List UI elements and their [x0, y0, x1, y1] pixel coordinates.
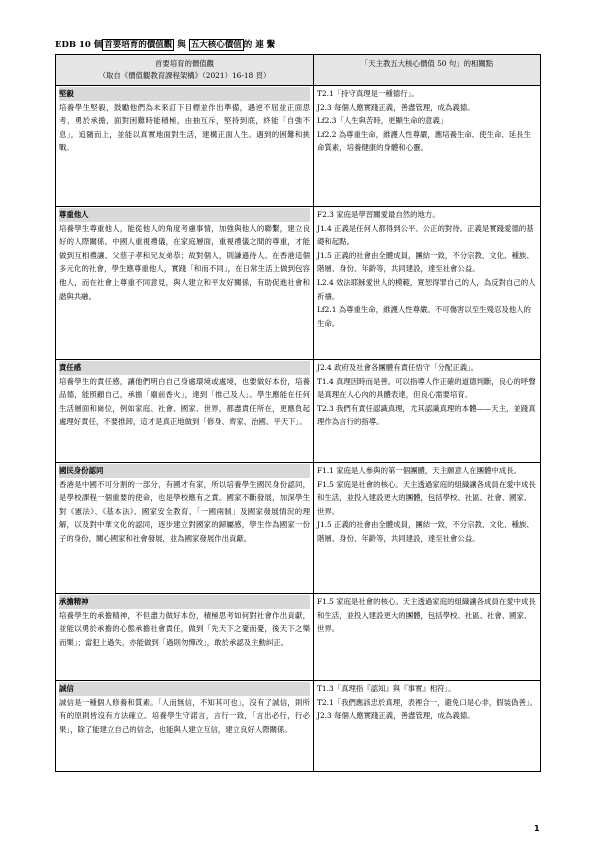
value-description: 培養學生尊重他人，能從他人的角度考慮事情，加強與他人的聯繫，建立良好的人際關係。中國人重視禮儀，在家庭層面，重視禮儀之間的尊重，才能做到互相禮讓、父慈子孝和兄友弟恭；故對個人，則謙遜待人。在香港這個多元化的社會，學生應尊重他人，實踐「和而不同」，在日常生活上做到包容他人，而在社會上尊重不同意見，與人建立和平友好關係，有助促進社會和諧與共融。	[59, 223, 310, 301]
col1-header-line1: 首要培育的價值觀	[154, 59, 215, 68]
value-cell	[56, 207, 314, 360]
reference-cell	[314, 463, 541, 594]
value-title: 承擔精神	[59, 595, 310, 609]
value-title: 誠信	[59, 682, 310, 696]
reference-line: J2.3 每個人應實踐正義，善盡管理，成為義德。	[317, 102, 475, 112]
reference-line: Lf2.1 為尊重生命，維護人性尊嚴。不可傷害以至生殘忍及他人的生命。	[317, 305, 531, 328]
reference-line: F1.1 家庭是人參與的第一個團體，天主願意人在團體中成長。	[317, 466, 521, 475]
reference-cell	[314, 360, 541, 463]
reference-line: F1.5 家庭是社會的核心。天主透過家庭的組織讓各成員在愛中成長和生活，並投入建設更大的團體，包括學校、社區、社會、國家、世界。	[317, 479, 536, 516]
reference-line: Lf2.3「人生與苦時，更顯生命的意義」	[317, 116, 448, 126]
value-description: 培養學生的承擔精神，不但盡力做好本份，積極思考如何對社會作出貢獻，並能以勇於承擔的心態承擔社會責任，做到「先天下之憂而憂，後天下之樂而樂」；當犯上過失，亦能做到「過則勿憚改」，敢於承認及主動糾正。	[59, 610, 310, 647]
value-cell	[56, 360, 314, 463]
table-row	[56, 681, 541, 772]
title-prefix: EDB 10 個	[55, 40, 103, 50]
reference-cell	[314, 86, 541, 207]
reference-line: Lf2.2 為尊重生命，維護人性尊嚴，應培養生命、使生命、延長生命質素，培養健康的身體和心靈。	[317, 129, 531, 153]
table-row	[56, 594, 541, 681]
title-box-core-values: 五大核心價值	[190, 40, 242, 50]
table-row	[56, 207, 541, 360]
values-table	[55, 54, 541, 772]
value-description: 培養學生堅毅，鼓勵他們為未來訂下目標並作出準備，遇逆不屈並正面思考、勇於承擔，面對困難時能積極，由抽互斥，堅持到底，終能「自強不息」，追隨而上，並能以真實地面對生活，建構正面人生。遇到的困難和挑戰。	[59, 102, 310, 153]
col1-header	[56, 55, 314, 86]
reference-line: T1.4 真理因時而是善。可以指導人作正確的道德判斷，良心的呼聲是真理在人心內的具體表達，但良心需要培育。	[317, 376, 536, 400]
col2-header: 「天主教五大核心價值 50 句」的相關點	[314, 55, 541, 86]
title-suffix: 的 連 繫	[243, 40, 276, 50]
value-title: 責任感	[59, 361, 310, 375]
value-description: 培養學生的責任感，讓他們明白自己身處環境或處境，也要做好本份，培養品德，能照顧自己，承擔「廟前香火」，達到「推己及人」。學生應能在任何生活層面和崗位，例如家庭、社會、國家、世界，都盡責任所在，更應負起處理好責任，不要推卸，這才是真正地做到「修身、齊家、治國、平天下」。	[59, 376, 310, 427]
reference-line: J1.4 正義是任何人都得到公平、公正的對待。正義是實踐愛德的基礎和起點。	[317, 223, 534, 247]
reference-line: J1.5 正義的社會由全體成員，團結一致，不分宗教、文化、種族、階層、身份、年齡等，共同建設，達至社會公益。	[317, 250, 534, 274]
title-mid: 與	[174, 40, 189, 50]
value-cell	[56, 463, 314, 594]
reference-line: F1.5 家庭是社會的核心。天主透過家庭的組織讓各成員在愛中成長和生活，並投入建設更大的團體，包括學校、社區、社會、國家、世界。	[317, 597, 536, 634]
table-row	[56, 463, 541, 594]
reference-line: J2.3 每個人應實踐正義，善盡管理，成為義德。	[317, 711, 475, 721]
value-title: 尊重他人	[59, 208, 310, 222]
value-description: 誠信是一種個人修養和質素。「人而無信，不知其可也」，沒有了誠信，則所有的原則皆沒有方法確立。培養學生守諾言，言行一致，「言出必行，行必果」，除了能建立自己的信念，也能與人建立互信，建立良好人際關係。	[59, 697, 310, 734]
reference-cell	[314, 681, 541, 772]
value-title: 國民身份認同	[59, 464, 310, 478]
value-cell	[56, 86, 314, 207]
title-box-priority-values: 首要培育的價值觀	[104, 40, 173, 50]
value-cell	[56, 681, 314, 772]
reference-line: J1.5 正義的社會由全體成員，團結一致，不分宗教、文化、種族、階層、身份、年齡等，共同建設，達至社會公益。	[317, 520, 534, 543]
table-row	[56, 86, 541, 207]
reference-line: F2.3 家庭是學習關愛最自然的地方。	[317, 210, 440, 219]
reference-cell	[314, 594, 541, 681]
col1-header-line2: （取自《價值觀教育課程架構》（2021）16-18 頁）	[98, 71, 271, 80]
reference-cell	[314, 207, 541, 360]
table-header-row	[56, 55, 541, 86]
page-title	[55, 38, 275, 50]
page-number: 1	[534, 824, 540, 833]
value-cell	[56, 594, 314, 681]
value-title: 堅毅	[59, 87, 310, 101]
reference-line: L2.4 效法耶穌愛世人的模範，寬恕得罪自己的人，為反對自己的人祈禱。	[317, 277, 536, 301]
reference-line: T2.3 我們有責任認識真理，尤其認識真理的本體——天主，並踐真理作為言行的指導。	[317, 403, 536, 427]
reference-line: T1.3「真理指『認知』與『事實』相符」。	[317, 684, 456, 693]
reference-line: J2.4 政府及社會各團體有責任悟守「分配正義」。	[317, 363, 479, 372]
reference-line: T2.1「持守真理是一種德行」。	[317, 89, 419, 98]
value-description: 香港是中國不可分割的一部分，有國才有家，所以培養學生國民身份認同，是學校課程一個重要的使命，也是學校應有之責。國家不斷發展，加深學生對《憲法》、《基本法》、國家安全教育、「一國兩制」及國家發展情況的理解，以及對中華文化的認同，逐步建立對國家的歸屬感，學生作為國家一份子的身份，關心國家和社會發展，並為國家發展作出貢獻。	[59, 479, 310, 543]
table-row	[56, 360, 541, 463]
reference-line: T2.1「我們應該忠於真理，表裡合一，避免口是心非，假装偽善」。	[317, 697, 537, 707]
